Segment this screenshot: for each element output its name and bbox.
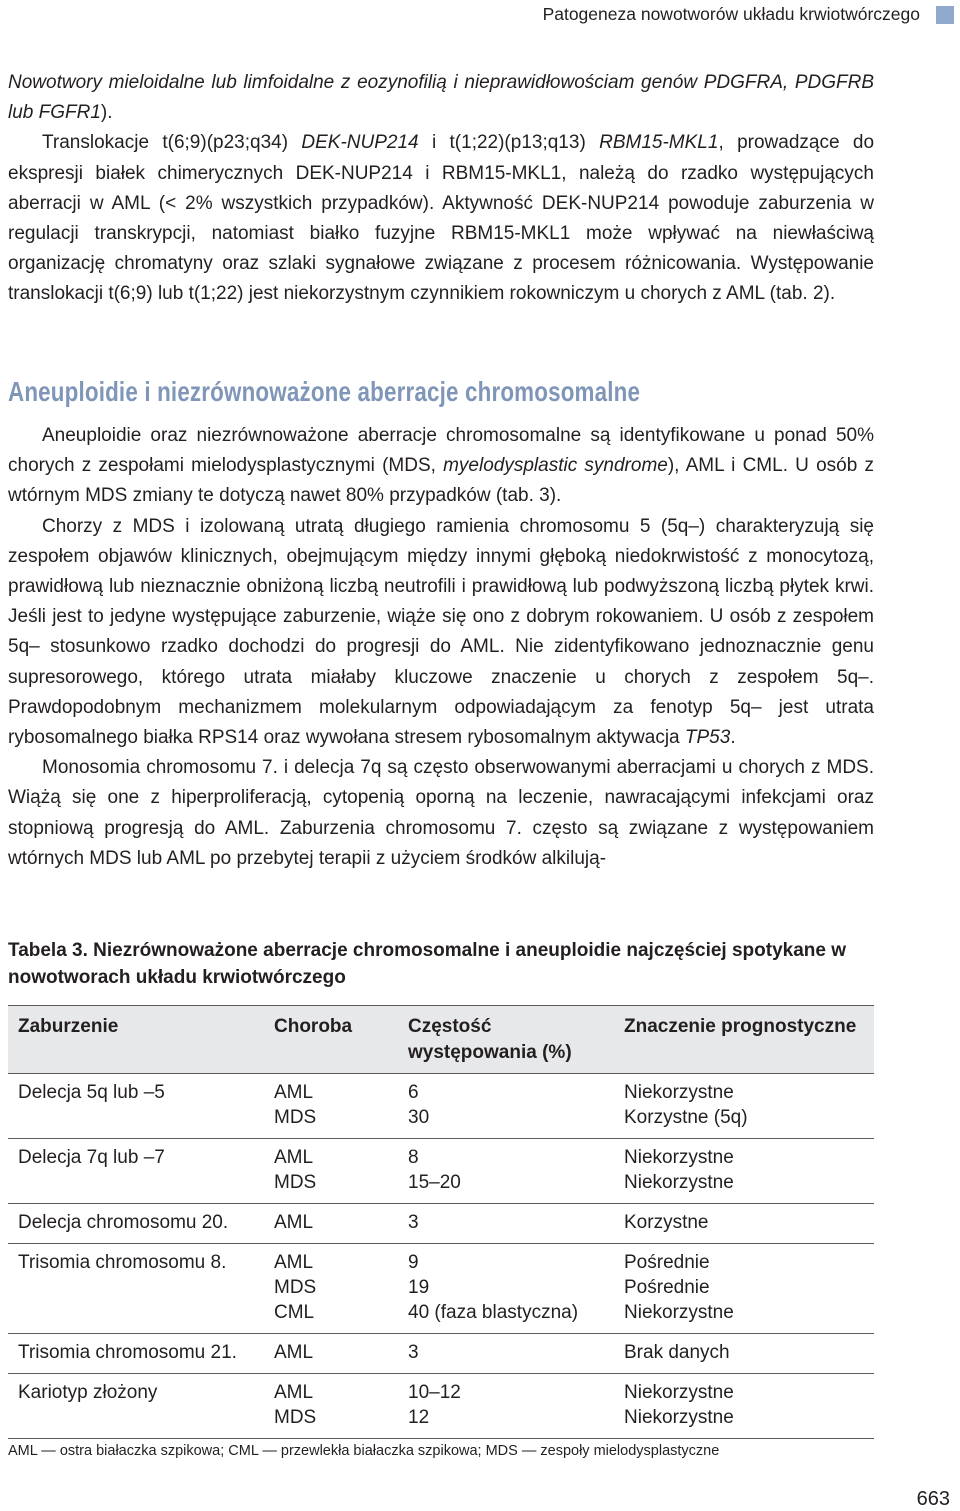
frequency-line: 10–12 bbox=[408, 1382, 461, 1403]
prognosis-line: Niekorzystne bbox=[624, 1147, 734, 1168]
para-translokacje-s3: i t(1;22)(p13;q13) bbox=[418, 132, 600, 154]
intro-paragraphs bbox=[8, 68, 874, 310]
table-row bbox=[8, 1139, 874, 1204]
cell-prognosis bbox=[614, 1374, 874, 1439]
disease-line: MDS bbox=[274, 1172, 317, 1193]
cell-frequency bbox=[398, 1334, 614, 1374]
gene-rbm15-mkl1: RBM15-MKL1 bbox=[599, 132, 719, 154]
cell-disorder: Trisomia chromosomu 21. bbox=[8, 1334, 264, 1374]
cell-frequency bbox=[398, 1374, 614, 1439]
frequency-line: 30 bbox=[408, 1107, 430, 1128]
prognosis-line: Niekorzystne bbox=[624, 1082, 734, 1103]
table-header-row bbox=[8, 1006, 874, 1074]
prognosis-line: Niekorzystne bbox=[624, 1302, 734, 1323]
frequency-line: 9 bbox=[408, 1252, 419, 1273]
disease-line: MDS bbox=[274, 1107, 317, 1128]
disease-line: AML bbox=[274, 1252, 314, 1273]
cell-frequency bbox=[398, 1244, 614, 1334]
prognosis-line: Pośrednie bbox=[624, 1277, 710, 1298]
cell-disease bbox=[264, 1074, 398, 1139]
disease-line: MDS bbox=[274, 1277, 317, 1298]
disease-line: AML bbox=[274, 1382, 314, 1403]
para-translokacje-s1: Translokacje t(6;9)(p23;q34) bbox=[42, 132, 302, 154]
frequency-line: 19 bbox=[408, 1277, 430, 1298]
table-row bbox=[8, 1374, 874, 1439]
para-chorzy-s3: . bbox=[730, 727, 736, 749]
header-choroba: Choroba bbox=[264, 1006, 398, 1074]
frequency-line: 40 (faza blastyczna) bbox=[408, 1302, 579, 1323]
cell-frequency bbox=[398, 1204, 614, 1244]
cell-disease bbox=[264, 1204, 398, 1244]
cell-frequency bbox=[398, 1139, 614, 1204]
table-caption: Tabela 3. Niezrównoważone aberracje chromosomalne i aneuploidie najczęściej spotykane w nowotworach układu krwiotwórczego bbox=[8, 940, 847, 988]
table-row bbox=[8, 1204, 874, 1244]
cell-disorder: Trisomia chromosomu 8. bbox=[8, 1244, 264, 1334]
para-chorzy bbox=[8, 512, 874, 754]
para-translokacje-s5: , prowadzące do ekspresji białek chimerycznych DEK-NUP214 i RBM15-MKL1, należą do rzadko występujących aberracji w AML (< 2% wszystkich przypadków). Aktywność DEK-NUP214 powoduje zaburzenia w regulacji transkrypcji, natomiast białko fuzyjne RBM15-MKL1 może wpływać na niewłaściwą organizację chromatyny oraz szlaki sygnałowe związane z procesem różnicowania. Występowanie translokacji t(6;9) lub t(1;22) jest niekorzystnym czynnikiem rokowniczym u chorych z AML (tab. 2). bbox=[8, 132, 875, 305]
cell-disorder: Kariotyp złożony bbox=[8, 1374, 264, 1439]
disease-line: AML bbox=[274, 1342, 314, 1363]
cell-disorder: Delecja 7q lub –7 bbox=[8, 1139, 264, 1204]
frequency-line: 3 bbox=[408, 1212, 419, 1233]
para-aneuploidie-s1: Aneuploidie oraz niezrównoważone aberracje chromosomalne są identyfikowane u ponad 50% chorych z zespołami mielodysplastycznymi (MDS, bbox=[8, 425, 874, 477]
para-aneuploidie bbox=[8, 421, 874, 512]
frequency-line: 12 bbox=[408, 1407, 430, 1428]
term-myelodysplastic: myelodysplastic syndrome bbox=[443, 455, 668, 477]
frequency-line: 3 bbox=[408, 1342, 419, 1363]
running-head: Patogeneza nowotworów układu krwiotwórczego bbox=[542, 4, 920, 24]
frequency-line: 15–20 bbox=[408, 1172, 461, 1193]
cell-prognosis bbox=[614, 1334, 874, 1374]
para-monosomia: Monosomia chromosomu 7. i delecja 7q są często obserwowanymi aberracjami u chorych z MDS. Wiążą się one z hiperproliferacją, cytopenią oporną na leczenie, nawracającymi infekcjami oraz stopniową progresją do AML. Zaburzenia chromosomu 7. często są związane z występowaniem wtórnych MDS lub AML po przebytej terapii z użyciem środków alkilują- bbox=[8, 757, 874, 869]
table-row bbox=[8, 1334, 874, 1374]
para-translokacje bbox=[8, 128, 874, 309]
cell-disorder: Delecja 5q lub –5 bbox=[8, 1074, 264, 1139]
header-czestosc: Częstość występowania (%) bbox=[398, 1006, 614, 1074]
prognosis-line: Brak danych bbox=[624, 1342, 730, 1363]
cell-prognosis bbox=[614, 1139, 874, 1204]
para-nowotwory-italic: Nowotwory mieloidalne lub limfoidalne z eozynofilią i nieprawidłowościam genów PDGFRA, PDGFRB lub FGFR1 bbox=[8, 72, 874, 124]
cell-disease bbox=[264, 1139, 398, 1204]
cell-disorder: Delecja chromosomu 20. bbox=[8, 1204, 264, 1244]
gene-tp53: TP53 bbox=[684, 727, 731, 749]
disease-line: AML bbox=[274, 1147, 314, 1168]
para-nowotwory: Nowotwory mieloidalne lub limfoidalne z eozynofilią i nieprawidłowościam genów PDGFRA, PDGFRB lub FGFR1). bbox=[8, 72, 874, 124]
table-footnote: AML — ostra białaczka szpikowa; CML — przewlekła białaczka szpikowa; MDS — zespoły mielodysplastyczne bbox=[8, 1443, 720, 1459]
prognosis-line: Niekorzystne bbox=[624, 1382, 734, 1403]
prognosis-line: Korzystne bbox=[624, 1212, 709, 1233]
cell-disease bbox=[264, 1374, 398, 1439]
aberrations-table bbox=[8, 1005, 874, 1439]
disease-line: AML bbox=[274, 1082, 314, 1103]
prognosis-line: Niekorzystne bbox=[624, 1407, 734, 1428]
prognosis-line: Korzystne (5q) bbox=[624, 1107, 748, 1128]
prognosis-line: Niekorzystne bbox=[624, 1172, 734, 1193]
section-heading: Aneuploidie i niezrównoważone aberracje chromosomalne bbox=[8, 376, 641, 407]
section-body bbox=[8, 421, 874, 874]
header-zaburzenie: Zaburzenie bbox=[8, 1006, 264, 1074]
header-square-marker bbox=[936, 6, 954, 24]
para-aneuploidie-s3: ), AML i CML. U osób z wtórnym MDS zmiany te dotyczą nawet 80% przypadków (tab. 3). bbox=[8, 455, 874, 507]
cell-disease bbox=[264, 1334, 398, 1374]
table-row bbox=[8, 1244, 874, 1334]
header-znaczenie: Znaczenie prognostyczne bbox=[614, 1006, 874, 1074]
gene-dek-nup214: DEK-NUP214 bbox=[301, 132, 419, 154]
frequency-line: 8 bbox=[408, 1147, 419, 1168]
para-chorzy-s1: Chorzy z MDS i izolowaną utratą długiego ramienia chromosomu 5 (5q–) charakteryzują się zespołem objawów klinicznych, obejmującym między innymi głęboką niedokrwistość z monocytozą, prawidłową lub nieznacznie obniżoną liczbą neutrofili i prawidłową lub podwyższoną liczbą płytek krwi. Jeśli jest to jedyne występujące zaburzenie, wiąże się ono z dobrym rokowaniem. U osób z zespołem 5q– stosunkowo rzadko dochodzi do progresji do AML. Nie zidentyfikowano jednoznacznie genu supresorowego, którego utrata miałaby kluczowe znaczenie u chorych z zespołem 5q–. Prawdopodobnym mechanizmem molekularnym odpowiadającym za fenotyp 5q– jest utrata rybosomalnego białka RPS14 oraz wywołana stresem rybosomalnym aktywacja bbox=[8, 515, 874, 749]
frequency-line: 6 bbox=[408, 1082, 419, 1103]
cell-prognosis bbox=[614, 1074, 874, 1139]
table-row bbox=[8, 1074, 874, 1139]
cell-disease bbox=[264, 1244, 398, 1334]
page-number: 663 bbox=[916, 1488, 950, 1510]
disease-line: AML bbox=[274, 1212, 314, 1233]
disease-line: MDS bbox=[274, 1407, 317, 1428]
prognosis-line: Pośrednie bbox=[624, 1252, 710, 1273]
disease-line: CML bbox=[274, 1302, 315, 1323]
cell-prognosis bbox=[614, 1204, 874, 1244]
cell-frequency bbox=[398, 1074, 614, 1139]
cell-prognosis bbox=[614, 1244, 874, 1334]
